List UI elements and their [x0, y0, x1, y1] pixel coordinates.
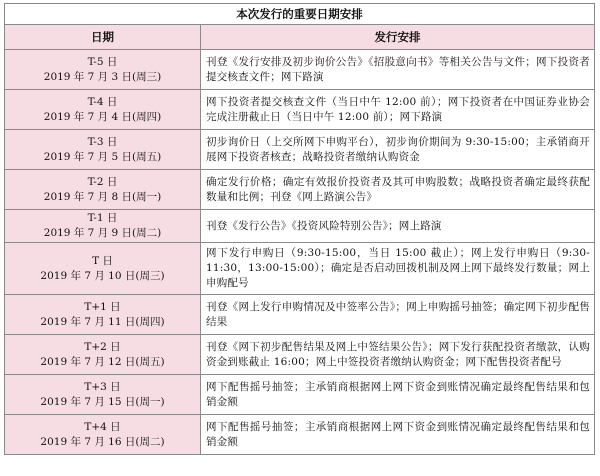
calendar-date: 2019 年 7 月 12 日(周五) [40, 355, 165, 368]
arrangement-cell: 网下配售摇号抽签；主承销商根据网上网下资金到账情况确定最终配售结果和包销金额 [201, 375, 595, 415]
calendar-date: 2019 年 7 月 4 日(周四) [43, 110, 162, 123]
table-row [5, 295, 595, 335]
trading-day-label: T+3 日 [84, 380, 121, 393]
arrangement-cell: 网下配售摇号抽签；主承销商根据网上网下资金到账情况确定最终配售结果和包销金额 [201, 415, 595, 455]
trading-day-label: T+1 日 [84, 300, 121, 313]
date-cell [5, 210, 201, 243]
trading-day-label: T+4 日 [84, 420, 121, 433]
title-row [5, 4, 595, 25]
arrangement-cell: 刊登《网下初步配售结果及网上中签结果公告》；网下发行获配投资者缴款，认购资金到账截止 16:00；网上中签投资者缴纳认购资金；网下配售投资者配号 [201, 335, 595, 375]
schedule-table [4, 3, 595, 455]
trading-day-label: T-1 日 [87, 212, 118, 224]
date-column-header: 日期 [5, 25, 201, 50]
calendar-date: 2019 年 7 月 11 日(周四) [40, 315, 165, 328]
arrangement-cell: 网下发行申购日（9:30-15:00，当日 15:00 截止）；网上发行申购日（9:30-11:30，13:00-15:00）；确定是否启动回拨机制及网上网下最终发行数量；网上申购配号 [201, 243, 595, 295]
table-row [5, 90, 595, 130]
table-row [5, 415, 595, 455]
calendar-date: 2019 年 7 月 15 日(周一) [40, 395, 165, 408]
table-row [5, 335, 595, 375]
trading-day-label: T-2 日 [87, 175, 118, 188]
date-cell [5, 335, 201, 375]
calendar-date: 2019 年 7 月 10 日(周三) [40, 269, 165, 282]
table-row [5, 243, 595, 295]
trading-day-label: T 日 [92, 254, 113, 267]
trading-day-label: T-4 日 [87, 95, 118, 108]
calendar-date: 2019 年 7 月 16 日(周二) [40, 435, 165, 448]
table-row [5, 170, 595, 210]
header-row [5, 25, 595, 50]
date-cell [5, 243, 201, 295]
arrangement-cell: 刊登《网上发行申购情况及中签率公告》；网上申购摇号抽签；确定网下初步配售结果 [201, 295, 595, 335]
date-cell [5, 415, 201, 455]
trading-day-label: T-3 日 [87, 135, 118, 148]
date-cell [5, 130, 201, 170]
table-row [5, 50, 595, 90]
table-row [5, 375, 595, 415]
date-cell [5, 375, 201, 415]
schedule-document [4, 3, 594, 455]
arrangement-cell: 确定发行价格；确定有效报价投资者及其可申购股数；战略投资者确定最终获配数量和比例；刊登《网上路演公告》 [201, 170, 595, 210]
arrangement-cell: 刊登《发行安排及初步询价公告》《招股意向书》等相关公告与文件；网下投资者提交核查文件；网下路演 [201, 50, 595, 90]
table-title: 本次发行的重要日期安排 [5, 4, 595, 25]
trading-day-label: T-5 日 [87, 55, 118, 68]
arrangement-cell: 初步询价日（上交所网下申购平台），初步询价期间为 9:30-15:00；主承销商开展网下投资者核查；战略投资者缴纳认购资金 [201, 130, 595, 170]
date-cell [5, 50, 201, 90]
date-cell [5, 295, 201, 335]
date-cell [5, 170, 201, 210]
arrangement-cell: 刊登《发行公告》《投资风险特别公告》；网上路演 [201, 210, 595, 243]
calendar-date: 2019 年 7 月 8 日(周一) [43, 190, 162, 203]
arrangement-column-header: 发行安排 [201, 25, 595, 50]
calendar-date: 2019 年 7 月 9 日(周二) [43, 227, 162, 239]
arrangement-cell: 网下投资者提交核查文件（当日中午 12:00 前）；网下投资者在中国证券业协会完成注册截止日（当日中午 12:00 前）；网下路演 [201, 90, 595, 130]
date-cell [5, 90, 201, 130]
calendar-date: 2019 年 7 月 5 日(周五) [43, 150, 162, 163]
table-row [5, 130, 595, 170]
table-row [5, 210, 595, 243]
trading-day-label: T+2 日 [84, 340, 121, 353]
calendar-date: 2019 年 7 月 3 日(周三) [43, 70, 162, 83]
